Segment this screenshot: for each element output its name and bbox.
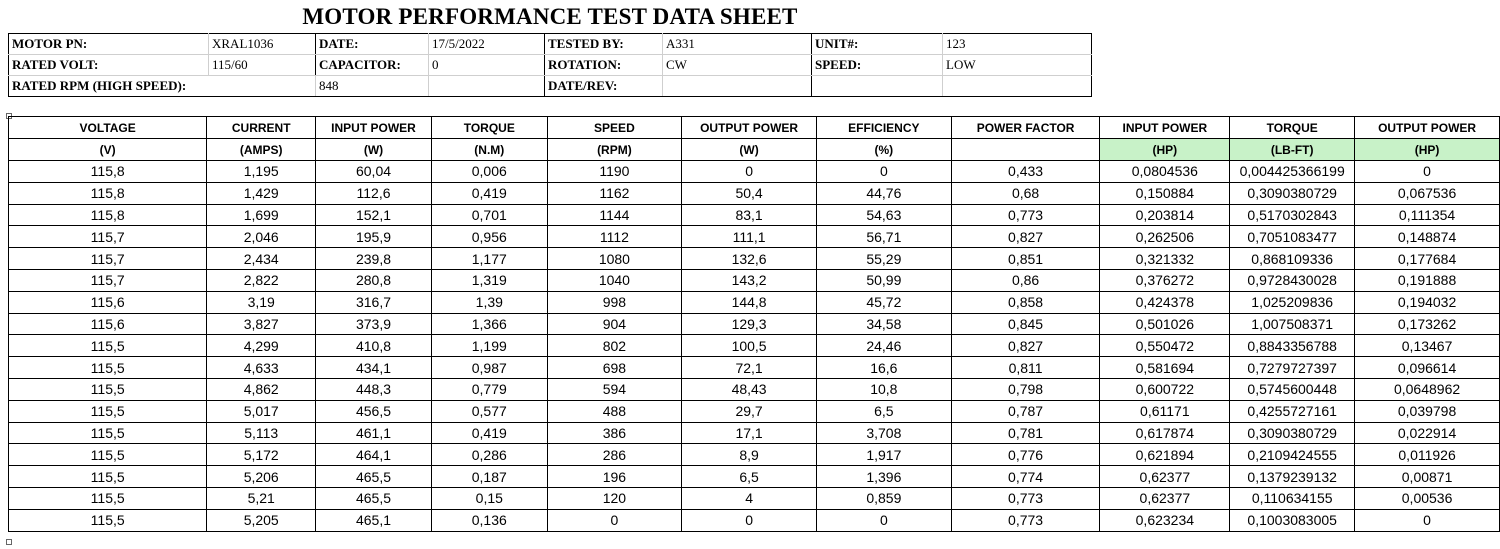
table-cell[interactable]: 0,191888 [1355,269,1500,291]
table-cell[interactable]: 280,8 [316,269,432,291]
column-unit-row [9,139,1500,161]
table-cell[interactable]: 2,046 [207,226,316,248]
table-cell[interactable]: 4,299 [207,335,316,357]
selection-handle[interactable] [6,539,12,545]
table-cell[interactable]: 386 [547,422,682,444]
table-cell[interactable]: 1,007508371 [1230,313,1355,335]
table-row [9,269,1500,291]
table-cell[interactable]: 115,5 [9,335,207,357]
unit-label: UNIT#: [812,34,943,55]
column-unit[interactable]: (%) [817,139,952,161]
table-cell[interactable]: 0,1003083005 [1230,509,1355,531]
table-cell[interactable]: 434,1 [316,357,432,379]
table-cell[interactable]: 0,773 [951,509,1100,531]
table-cell[interactable]: 5,172 [207,444,316,466]
table-cell[interactable]: 195,9 [316,226,432,248]
table-row [9,400,1500,422]
tested-by-label: TESTED BY: [545,34,663,55]
table-cell[interactable]: 0 [547,509,682,531]
table-cell[interactable]: 83,1 [682,204,817,226]
tested-by-value[interactable]: A331 [663,34,812,55]
table-cell[interactable]: 112,6 [316,182,432,204]
table-cell[interactable]: 0,111354 [1355,204,1500,226]
table-cell[interactable]: 132,6 [682,248,817,270]
table-cell[interactable]: 1162 [547,182,682,204]
table-cell[interactable]: 594 [547,378,682,400]
table-row [9,357,1500,379]
table-cell[interactable]: 50,99 [817,269,952,291]
table-cell[interactable]: 0,773 [951,487,1100,509]
table-cell[interactable]: 45,72 [817,291,952,313]
table-cell[interactable]: 0,774 [951,466,1100,488]
column-header[interactable]: EFFICIENCY [817,117,952,139]
table-row [9,444,1500,466]
table-cell[interactable]: 0,096614 [1355,357,1500,379]
table-cell[interactable]: 0,1379239132 [1230,466,1355,488]
table-cell[interactable]: 1112 [547,226,682,248]
performance-data-table [8,116,1500,532]
column-unit[interactable]: (V) [9,139,207,161]
table-cell[interactable]: 0,773 [951,204,1100,226]
table-cell[interactable]: 0 [682,161,817,183]
table-cell[interactable]: 464,1 [316,444,432,466]
table-cell[interactable]: 0,286 [431,444,547,466]
table-cell[interactable]: 0 [817,161,952,183]
table-cell[interactable]: 5,205 [207,509,316,531]
table-cell[interactable]: 0,868109336 [1230,248,1355,270]
table-cell[interactable]: 239,8 [316,248,432,270]
table-cell[interactable]: 0,419 [431,422,547,444]
table-cell[interactable]: 1144 [547,204,682,226]
table-cell[interactable]: 0,150884 [1100,182,1230,204]
table-cell[interactable]: 0,006 [431,161,547,183]
table-cell[interactable]: 0,845 [951,313,1100,335]
table-cell[interactable]: 0,376272 [1100,269,1230,291]
date-label: DATE: [316,34,429,55]
table-cell[interactable]: 129,3 [682,313,817,335]
table-cell[interactable]: 0,811 [951,357,1100,379]
table-cell[interactable]: 1,39 [431,291,547,313]
table-cell[interactable]: 0,61171 [1100,400,1230,422]
table-cell[interactable]: 698 [547,357,682,379]
column-header[interactable]: POWER FACTOR [951,117,1100,139]
table-cell[interactable]: 115,5 [9,400,207,422]
table-cell[interactable]: 0,600722 [1100,378,1230,400]
table-cell[interactable]: 1,319 [431,269,547,291]
date-value[interactable]: 17/5/2022 [429,34,545,55]
table-cell[interactable]: 10,8 [817,378,952,400]
table-cell[interactable]: 0,776 [951,444,1100,466]
table-cell[interactable]: 4,862 [207,378,316,400]
table-cell[interactable]: 0,4255727161 [1230,400,1355,422]
table-cell[interactable]: 0,2109424555 [1230,444,1355,466]
table-cell[interactable]: 461,1 [316,422,432,444]
header-info-row [9,76,1092,97]
table-cell[interactable]: 0,110634155 [1230,487,1355,509]
table-cell[interactable]: 143,2 [682,269,817,291]
table-cell[interactable]: 34,58 [817,313,952,335]
table-cell[interactable]: 24,46 [817,335,952,357]
table-cell[interactable]: 1,025209836 [1230,291,1355,313]
motor-pn-label: MOTOR PN: [9,34,209,55]
table-cell[interactable]: 0,581694 [1100,357,1230,379]
table-cell[interactable]: 115,7 [9,226,207,248]
table-cell[interactable]: 29,7 [682,400,817,422]
table-cell[interactable]: 48,43 [682,378,817,400]
header-info-table [8,33,1092,97]
table-cell[interactable]: 152,1 [316,204,432,226]
rotation-label: ROTATION: [545,55,663,76]
table-row [9,182,1500,204]
table-row [9,248,1500,270]
column-name-row [9,117,1500,139]
table-cell[interactable]: 56,71 [817,226,952,248]
table-cell[interactable]: 0,148874 [1355,226,1500,248]
table-cell[interactable]: 0,621894 [1100,444,1230,466]
table-cell[interactable]: 0,859 [817,487,952,509]
table-row [9,487,1500,509]
table-cell[interactable]: 5,21 [207,487,316,509]
table-cell[interactable]: 0,0648962 [1355,378,1500,400]
table-cell[interactable]: 0,827 [951,226,1100,248]
table-cell[interactable]: 0,424378 [1100,291,1230,313]
table-cell[interactable]: 0,501026 [1100,313,1230,335]
table-cell[interactable]: 0,419 [431,182,547,204]
table-cell[interactable]: 115,5 [9,509,207,531]
table-cell[interactable]: 0,3090380729 [1230,182,1355,204]
table-row [9,466,1500,488]
table-cell[interactable]: 0,13467 [1355,335,1500,357]
table-cell[interactable]: 1080 [547,248,682,270]
table-cell[interactable]: 5,206 [207,466,316,488]
table-cell[interactable]: 0,779 [431,378,547,400]
table-cell[interactable]: 120 [547,487,682,509]
column-header[interactable]: INPUT POWER [316,117,432,139]
table-cell[interactable]: 0,617874 [1100,422,1230,444]
table-cell[interactable]: 0,011926 [1355,444,1500,466]
column-header[interactable]: OUTPUT POWER [1355,117,1500,139]
table-cell[interactable]: 0,987 [431,357,547,379]
table-cell[interactable]: 0,177684 [1355,248,1500,270]
table-row [9,509,1500,531]
table-cell[interactable]: 0,68 [951,182,1100,204]
table-cell[interactable]: 0,187 [431,466,547,488]
empty-cell[interactable] [943,76,1092,97]
header-info-row [9,34,1092,55]
table-cell[interactable]: 111,1 [682,226,817,248]
table-row [9,335,1500,357]
table-row [9,291,1500,313]
table-cell[interactable]: 410,8 [316,335,432,357]
table-cell[interactable]: 0,004425366199 [1230,161,1355,183]
table-cell[interactable]: 2,434 [207,248,316,270]
column-unit[interactable]: (HP) [1100,139,1230,161]
data-rows [9,161,1500,532]
column-unit[interactable]: (N.M) [431,139,547,161]
column-header[interactable]: TORQUE [1230,117,1355,139]
table-cell[interactable]: 5,017 [207,400,316,422]
table-cell[interactable]: 6,5 [682,466,817,488]
table-cell[interactable]: 0,62377 [1100,466,1230,488]
table-cell[interactable]: 286 [547,444,682,466]
table-cell[interactable]: 0 [817,509,952,531]
table-cell[interactable]: 0,136 [431,509,547,531]
table-cell[interactable]: 1190 [547,161,682,183]
column-header[interactable]: TORQUE [431,117,547,139]
column-unit[interactable]: (W) [316,139,432,161]
table-cell[interactable]: 1,199 [431,335,547,357]
table-cell[interactable]: 0,781 [951,422,1100,444]
column-header[interactable]: SPEED [547,117,682,139]
table-cell[interactable]: 0,203814 [1100,204,1230,226]
date-rev-label: DATE/REV: [545,76,663,97]
table-cell[interactable]: 0,550472 [1100,335,1230,357]
table-row [9,226,1500,248]
table-row [9,313,1500,335]
column-unit[interactable]: (RPM) [547,139,682,161]
speed-label: SPEED: [812,55,943,76]
table-cell[interactable]: 3,827 [207,313,316,335]
header-info-row [9,55,1092,76]
table-cell[interactable]: 373,9 [316,313,432,335]
table-cell[interactable]: 0,15 [431,487,547,509]
table-cell[interactable]: 144,8 [682,291,817,313]
column-header[interactable]: INPUT POWER [1100,117,1230,139]
table-cell[interactable]: 115,8 [9,182,207,204]
column-header[interactable]: OUTPUT POWER [682,117,817,139]
table-cell[interactable]: 456,5 [316,400,432,422]
sheet-title: MOTOR PERFORMANCE TEST DATA SHEET [302,4,798,29]
table-cell[interactable]: 3,708 [817,422,952,444]
table-cell[interactable]: 115,7 [9,248,207,270]
table-cell[interactable]: 0,858 [951,291,1100,313]
table-row [9,161,1500,183]
table-cell[interactable]: 44,76 [817,182,952,204]
table-cell[interactable]: 0,5170302843 [1230,204,1355,226]
table-cell[interactable]: 115,5 [9,466,207,488]
rated-rpm-value[interactable]: 848 [316,76,429,97]
table-row [9,378,1500,400]
table-cell[interactable]: 0,5745600448 [1230,378,1355,400]
table-cell[interactable]: 998 [547,291,682,313]
table-cell[interactable]: 1,396 [817,466,952,488]
capacitor-value[interactable]: 0 [429,55,545,76]
table-cell[interactable]: 0,194032 [1355,291,1500,313]
table-cell[interactable]: 115,6 [9,313,207,335]
table-cell[interactable]: 448,3 [316,378,432,400]
table-cell[interactable]: 3,19 [207,291,316,313]
rated-volt-label: RATED VOLT: [9,55,209,76]
table-cell[interactable]: 100,5 [682,335,817,357]
table-cell[interactable]: 0,00536 [1355,487,1500,509]
table-cell[interactable]: 54,63 [817,204,952,226]
table-cell[interactable]: 0,787 [951,400,1100,422]
table-cell[interactable]: 0 [1355,161,1500,183]
table-row [9,422,1500,444]
table-cell[interactable]: 115,8 [9,204,207,226]
column-header[interactable]: VOLTAGE [9,117,207,139]
table-cell[interactable]: 0,262506 [1100,226,1230,248]
table-cell[interactable]: 115,7 [9,269,207,291]
table-cell[interactable]: 0,7051083477 [1230,226,1355,248]
column-unit[interactable]: (AMPS) [207,139,316,161]
speed-value[interactable]: LOW [943,55,1092,76]
table-cell[interactable]: 0,321332 [1100,248,1230,270]
table-cell[interactable]: 115,5 [9,357,207,379]
table-cell[interactable]: 72,1 [682,357,817,379]
table-cell[interactable]: 465,1 [316,509,432,531]
table-cell[interactable]: 465,5 [316,466,432,488]
table-cell[interactable]: 1040 [547,269,682,291]
column-unit[interactable] [951,139,1100,161]
table-cell[interactable]: 4,633 [207,357,316,379]
table-cell[interactable]: 0,3090380729 [1230,422,1355,444]
table-cell[interactable]: 115,8 [9,161,207,183]
empty-cell[interactable] [429,76,545,97]
table-cell[interactable]: 488 [547,400,682,422]
unit-value[interactable]: 123 [943,34,1092,55]
table-cell[interactable]: 196 [547,466,682,488]
table-cell[interactable]: 0,8843356788 [1230,335,1355,357]
table-cell[interactable]: 0,86 [951,269,1100,291]
table-cell[interactable]: 16,6 [817,357,952,379]
table-cell[interactable]: 5,113 [207,422,316,444]
column-header[interactable]: CURRENT [207,117,316,139]
table-cell[interactable]: 115,5 [9,487,207,509]
table-cell[interactable]: 0,022914 [1355,422,1500,444]
table-cell[interactable]: 1,429 [207,182,316,204]
table-cell[interactable]: 115,5 [9,422,207,444]
capacitor-label: CAPACITOR: [316,55,429,76]
table-cell[interactable]: 1,699 [207,204,316,226]
table-cell[interactable]: 115,6 [9,291,207,313]
table-cell[interactable]: 0 [682,509,817,531]
table-cell[interactable]: 1,195 [207,161,316,183]
rotation-value[interactable]: CW [663,55,812,76]
table-cell[interactable]: 1,177 [431,248,547,270]
table-cell[interactable]: 1,917 [817,444,952,466]
table-cell[interactable]: 55,29 [817,248,952,270]
table-cell[interactable]: 0,9728430028 [1230,269,1355,291]
table-cell[interactable]: 0,039798 [1355,400,1500,422]
table-cell[interactable]: 0,577 [431,400,547,422]
table-cell[interactable]: 60,04 [316,161,432,183]
table-cell[interactable]: 316,7 [316,291,432,313]
table-cell[interactable]: 465,5 [316,487,432,509]
table-cell[interactable]: 0,067536 [1355,182,1500,204]
table-cell[interactable]: 0,433 [951,161,1100,183]
table-cell[interactable]: 0,701 [431,204,547,226]
table-cell[interactable]: 0,623234 [1100,509,1230,531]
table-cell[interactable]: 17,1 [682,422,817,444]
table-cell[interactable]: 0,956 [431,226,547,248]
table-cell[interactable]: 115,5 [9,378,207,400]
table-cell[interactable]: 115,5 [9,444,207,466]
table-cell[interactable]: 0,00871 [1355,466,1500,488]
motor-pn-value[interactable]: XRAL1036 [209,34,316,55]
empty-cell[interactable] [812,76,943,97]
table-cell[interactable]: 0,173262 [1355,313,1500,335]
table-cell[interactable]: 0,798 [951,378,1100,400]
table-cell[interactable]: 0,7279727397 [1230,357,1355,379]
table-cell[interactable]: 1,366 [431,313,547,335]
table-cell[interactable]: 4 [682,487,817,509]
table-cell[interactable]: 0,0804536 [1100,161,1230,183]
column-unit[interactable]: (W) [682,139,817,161]
table-cell[interactable]: 802 [547,335,682,357]
table-cell[interactable]: 50,4 [682,182,817,204]
table-row [9,204,1500,226]
rated-volt-value[interactable]: 115/60 [209,55,316,76]
column-unit[interactable]: (HP) [1355,139,1500,161]
table-cell[interactable]: 6,5 [817,400,952,422]
table-cell[interactable]: 0,851 [951,248,1100,270]
column-unit[interactable]: (LB-FT) [1230,139,1355,161]
table-cell[interactable]: 904 [547,313,682,335]
date-rev-value[interactable] [663,76,812,97]
table-cell[interactable]: 0,827 [951,335,1100,357]
table-cell[interactable]: 0 [1355,509,1500,531]
table-cell[interactable]: 8,9 [682,444,817,466]
table-cell[interactable]: 2,822 [207,269,316,291]
rated-rpm-label: RATED RPM (HIGH SPEED): [9,76,316,97]
table-cell[interactable]: 0,62377 [1100,487,1230,509]
